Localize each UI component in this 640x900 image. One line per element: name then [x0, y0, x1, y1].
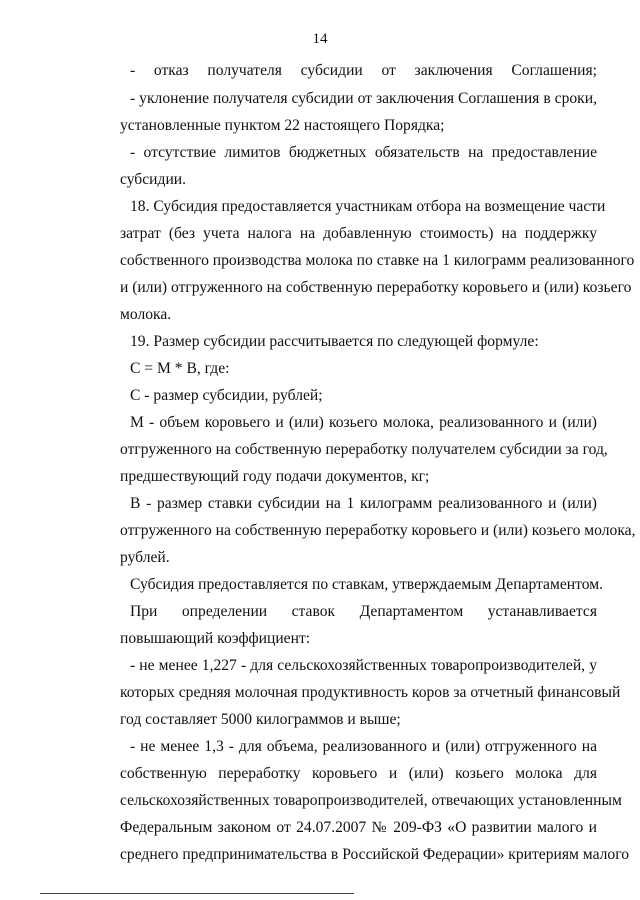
text-line: среднего предпринимательства в Российской Федерации» критериям малого [120, 846, 630, 863]
text-line: сельскохозяйственных товаропроизводителей, отвечающих установленным [120, 792, 622, 809]
text-line: год составляет 5000 килограммов и выше; [120, 711, 401, 728]
text-line: В - размер ставки субсидии на 1 килограмм реализованного и (или) [130, 495, 597, 512]
page-number: 14 [312, 31, 328, 47]
text-line: При определении ставок Департаментом устанавливается [130, 603, 597, 620]
text-line: которых средняя молочная продуктивность коров за отчетный финансовый [120, 684, 621, 701]
text-line: отгруженного на собственную переработку получателем субсидии за год, [120, 441, 608, 458]
footer-rule [40, 893, 354, 894]
text-line: - отказ получателя субсидии от заключения Соглашения; [130, 62, 597, 79]
text-line: - не менее 1,3 - для объема, реализованного и (или) отгруженного на [130, 738, 597, 755]
text-line: 18. Субсидия предоставляется участникам отбора на возмещение части [130, 198, 606, 215]
text-line: - не менее 1,227 - для сельскохозяйственных товаропроизводителей, у [130, 657, 597, 674]
text-line: Федеральным законом от 24.07.2007 № 209-ФЗ «О развитии малого и [120, 819, 597, 836]
text-line: повышающий коэффициент: [120, 630, 311, 647]
text-line: собственную переработку коровьего и (или) козьего молока для [120, 765, 597, 782]
text-line: затрат (без учета налога на добавленную стоимость) на поддержку [120, 225, 597, 242]
text-line: установленные пунктом 22 настоящего Порядка; [120, 117, 445, 134]
text-line: предшествующий году подачи документов, кг; [120, 468, 430, 485]
text-line: отгруженного на собственную переработку коровьего и (или) козьего молока, [120, 522, 636, 539]
text-line: С = М * В, где: [130, 360, 230, 377]
text-line: рублей. [120, 549, 170, 566]
text-line: субсидии. [120, 171, 187, 188]
text-line: и (или) отгруженного на собственную переработку коровьего и (или) козьего [120, 279, 632, 296]
text-line: молока. [120, 306, 172, 323]
text-line: собственного производства молока по ставке на 1 килограмм реализованного [120, 252, 635, 269]
text-line: С - размер субсидии, рублей; [130, 387, 323, 404]
text-line: Субсидия предоставляется по ставкам, утверждаемым Департаментом. [130, 576, 603, 593]
text-line: - отсутствие лимитов бюджетных обязательств на предоставление [130, 144, 597, 161]
text-line: 19. Размер субсидии рассчитывается по следующей формуле: [130, 333, 539, 350]
text-line: - уклонение получателя субсидии от заключения Соглашения в сроки, [130, 90, 597, 107]
text-line: М - объем коровьего и (или) козьего молока, реализованного и (или) [130, 414, 597, 431]
